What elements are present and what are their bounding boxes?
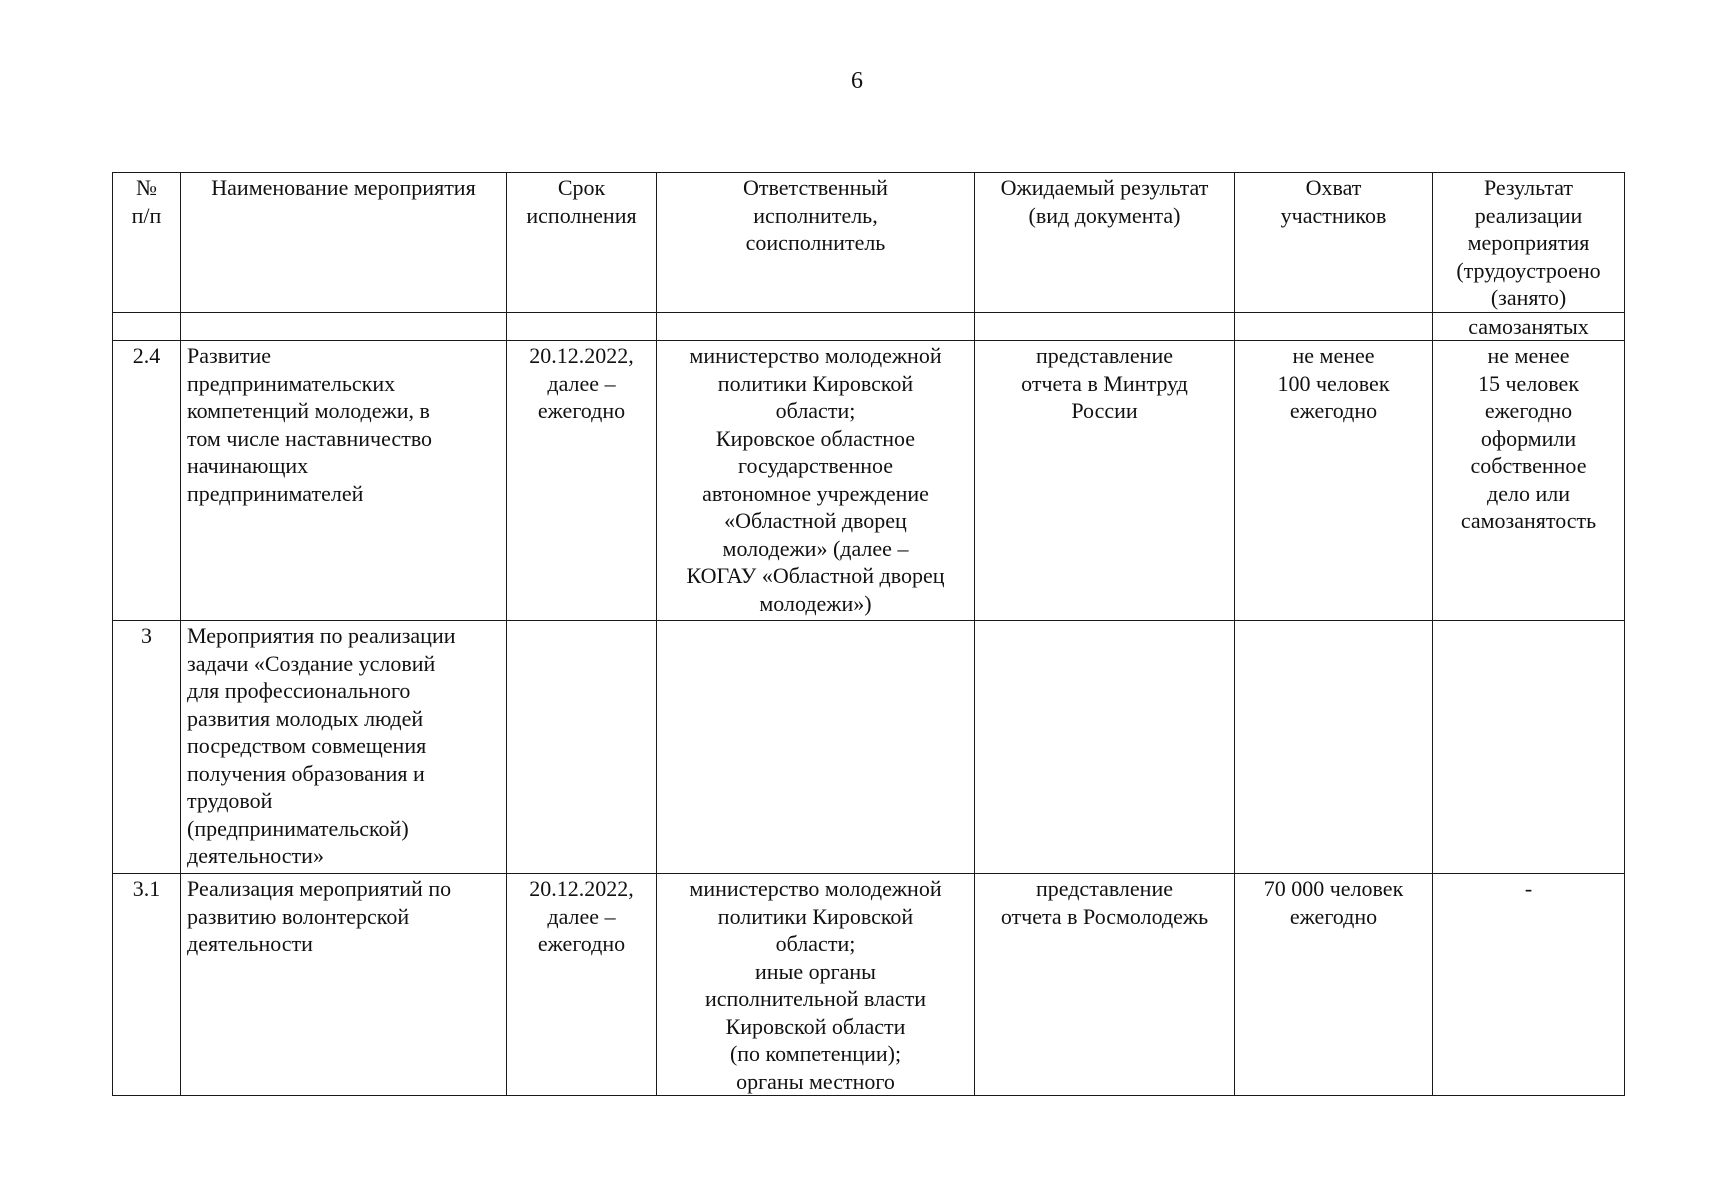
table-row	[113, 621, 1625, 874]
header-responsible: Ответственный исполнитель, соисполнитель	[657, 173, 975, 313]
row-outcome	[1433, 621, 1625, 874]
row-number: 2.4	[113, 341, 181, 621]
row-coverage: 70 000 человек ежегодно	[1235, 874, 1433, 1096]
row-event-name: Реализация мероприятий по развитию волонтерской деятельности	[181, 874, 507, 1096]
header-coverage: Охват участников	[1235, 173, 1433, 313]
table-row	[113, 874, 1625, 1096]
row-expected-result	[975, 621, 1235, 874]
table-header-row	[113, 173, 1625, 313]
row-coverage: не менее 100 человек ежегодно	[1235, 341, 1433, 621]
row-number: 3.1	[113, 874, 181, 1096]
header-continuation-row	[113, 312, 1625, 341]
table-cell	[975, 312, 1235, 341]
row-event-name: Развитие предпринимательских компетенций молодежи, в том числе наставничество начинающих предпринимателей	[181, 341, 507, 621]
row-deadline	[507, 621, 657, 874]
table-cell	[657, 312, 975, 341]
row-expected-result: представление отчета в Минтруд России	[975, 341, 1235, 621]
row-responsible: министерство молодежной политики Кировской области; иные органы исполнительной власти Кировской области (по компетенции); органы местного	[657, 874, 975, 1096]
table-cell	[507, 312, 657, 341]
header-deadline: Срок исполнения	[507, 173, 657, 313]
row-responsible	[657, 621, 975, 874]
row-outcome: -	[1433, 874, 1625, 1096]
header-outcome-continuation: самозанятых	[1433, 312, 1625, 341]
row-number: 3	[113, 621, 181, 874]
row-outcome: не менее 15 человек ежегодно оформили собственное дело или самозанятость	[1433, 341, 1625, 621]
header-number: № п/п	[113, 173, 181, 313]
row-event-name: Мероприятия по реализации задачи «Создание условий для профессионального развития молодых людей посредством совмещения получения образования и трудовой (предпринимательской) деятельности»	[181, 621, 507, 874]
header-event-name: Наименование мероприятия	[181, 173, 507, 313]
row-deadline: 20.12.2022, далее – ежегодно	[507, 874, 657, 1096]
row-deadline: 20.12.2022, далее – ежегодно	[507, 341, 657, 621]
row-expected-result: представление отчета в Росмолодежь	[975, 874, 1235, 1096]
table-row	[113, 341, 1625, 621]
table-cell	[1235, 312, 1433, 341]
header-outcome: Результат реализации мероприятия (трудоустроено (занято)	[1433, 173, 1625, 313]
page-number: 6	[851, 68, 863, 94]
row-coverage	[1235, 621, 1433, 874]
table-cell	[113, 312, 181, 341]
table-cell	[181, 312, 507, 341]
row-responsible: министерство молодежной политики Кировской области; Кировское областное государственное автономное учреждение «Областной дворец молодежи» (далее – КОГАУ «Областной дворец молодежи»)	[657, 341, 975, 621]
header-expected-result: Ожидаемый результат (вид документа)	[975, 173, 1235, 313]
events-plan-table	[112, 172, 1625, 1096]
